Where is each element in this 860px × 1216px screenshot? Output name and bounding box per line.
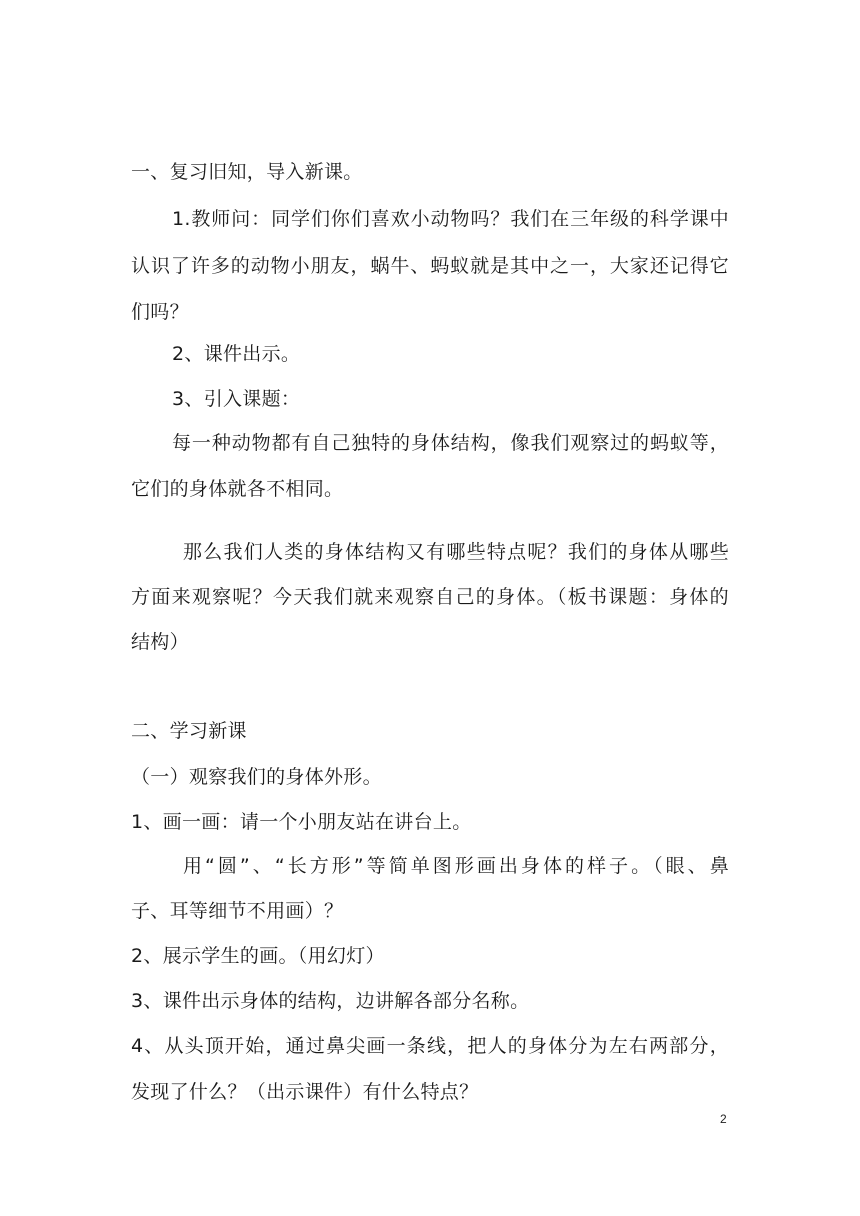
paragraph-line: 1.教师问：同学们你们喜欢小动物吗？我们在三年级的科学课中 xyxy=(172,208,729,230)
paragraph-line: 结构） xyxy=(131,631,189,653)
paragraph-line: 发现了什么？（出示课件）有什么特点？ xyxy=(131,1081,479,1103)
paragraph-line: 1、画一画：请一个小朋友站在讲台上。 xyxy=(131,811,472,833)
paragraph-line: 3、引入课题： xyxy=(172,388,301,410)
heading-new-lesson: 二、学习新课 xyxy=(131,720,247,742)
paragraph-line: 3、课件出示身体的结构，边讲解各部分名称。 xyxy=(131,990,530,1012)
paragraph-line: 子、耳等细节不用画）？ xyxy=(131,900,344,922)
paragraph-line: 2、课件出示。 xyxy=(172,343,301,365)
paragraph-line: 那么我们人类的身体结构又有哪些特点呢？我们的身体从哪些 xyxy=(183,541,729,563)
heading-review: 一、复习旧知，导入新课。 xyxy=(131,161,363,183)
paragraph-line: 每一种动物都有自己独特的身体结构，像我们观察过的蚂蚁等， xyxy=(172,432,729,454)
paragraph-line: 它们的身体就各不相同。 xyxy=(131,478,344,500)
page-number: 2 xyxy=(720,1112,727,1126)
paragraph-line: 方面来观察呢？今天我们就来观察自己的身体。（板书课题：身体的 xyxy=(131,586,729,608)
paragraph-line: 4、从头顶开始，通过鼻尖画一条线，把人的身体分为左右两部分， xyxy=(131,1035,729,1057)
paragraph-line: 2、展示学生的画。（用幻灯） xyxy=(131,945,385,967)
paragraph-line: 用“圆”、“长方形”等简单图形画出身体的样子。（眼、鼻 xyxy=(183,855,729,877)
subheading-observe: （一）观察我们的身体外形。 xyxy=(131,766,382,788)
paragraph-line: 们吗？ xyxy=(131,301,189,323)
paragraph-line: 认识了许多的动物小朋友，蜗牛、蚂蚁就是其中之一，大家还记得它 xyxy=(131,255,729,277)
